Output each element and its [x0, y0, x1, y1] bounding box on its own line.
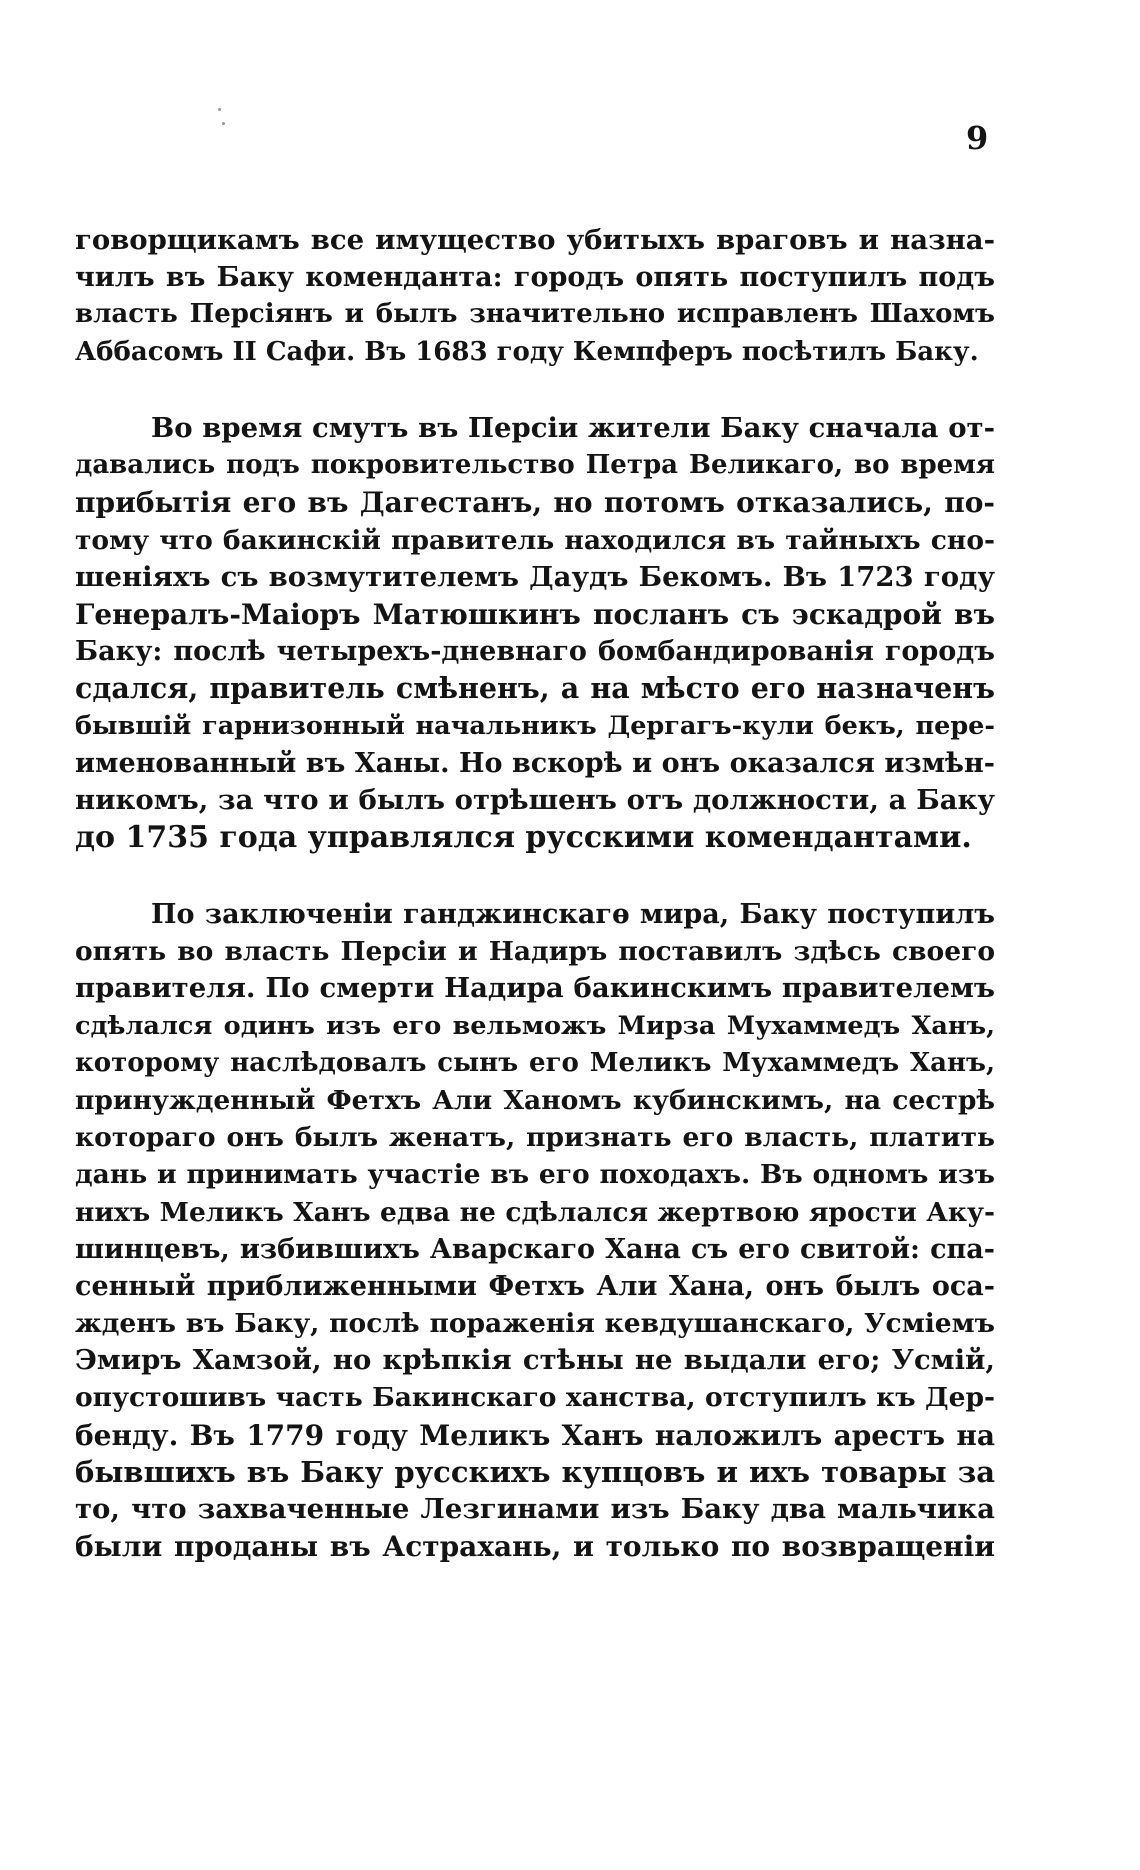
- text-line: то, что захваченные Лезгинами изъ Баку два мальчика: [75, 1493, 995, 1525]
- text-line: говорщикамъ все имущество убитыхъ враговъ и назна-: [75, 224, 995, 256]
- text-line: Во время смутъ въ Персіи жители Баку сначала от-: [151, 412, 995, 444]
- text-line: давались подъ покровительство Петра Великаго, во время: [75, 450, 995, 481]
- text-line: правителя. По смерти Надира бакинскимъ правителемъ: [75, 972, 995, 1005]
- text-line: сенный приближенными Фетхъ Али Хана, онъ былъ оса-: [75, 1270, 995, 1302]
- text-line: были проданы въ Астрахань, и только по возвращеніи: [75, 1530, 995, 1564]
- text-line: опять во власть Персіи и Надиръ поставилъ здѣсь своего: [75, 936, 995, 968]
- text-line: принужденный Фетхъ Али Ханомъ кубинскимъ, на сестрѣ: [75, 1084, 995, 1116]
- text-line: шеніяхъ съ возмутителемъ Даудъ Бекомъ. Въ 1723 году: [75, 560, 995, 593]
- page-number: 9: [966, 119, 989, 157]
- text-line: до 1735 года управлялся русскими комендантами.: [75, 820, 972, 856]
- text-line: котораго онъ былъ женатъ, признать его власть, платить: [75, 1122, 995, 1154]
- paragraph-2: [75, 410, 995, 856]
- text-line: власть Персіянъ и былъ значительно исправленъ Шахомъ: [75, 299, 995, 330]
- text-line: именованный въ Ханы. Но вскорѣ и онъ оказался измѣн-: [75, 747, 995, 779]
- paragraph-1: [75, 222, 995, 371]
- text-line: бывшихъ въ Баку русскихъ купцовъ и ихъ товары за: [75, 1454, 995, 1489]
- text-line: Эмиръ Хамзой, но крѣпкія стѣны не выдали его; Усмій,: [75, 1344, 995, 1377]
- text-line: бенду. Въ 1779 году Меликъ Ханъ наложилъ арестъ на: [75, 1418, 995, 1452]
- text-line: По заключеніи ганджинскагѳ мира, Баку поступилъ: [151, 899, 995, 930]
- text-line: сдѣлался одинъ изъ его вельможъ Мирза Мухаммедъ Ханъ,: [75, 1010, 995, 1041]
- text-line: которому наслѣдовалъ сынъ его Меликъ Мухаммедъ Ханъ,: [75, 1047, 995, 1078]
- text-line: чилъ въ Баку коменданта: городъ опять поступилъ подъ: [75, 262, 995, 294]
- text-line: тому что бакинскій правитель находился въ тайныхъ сно-: [75, 524, 995, 556]
- text-line: прибытія его въ Дагестанъ, но потомъ отказались, по-: [75, 486, 995, 520]
- text-line: Баку: послѣ четырехъ-дневнаго бомбандированія городъ: [75, 636, 995, 668]
- text-line: бывшій гарнизонный начальникъ Дергагъ-кули бекъ, пере-: [75, 710, 995, 741]
- text-line: Генералъ-Маіоръ Матюшкинъ посланъ съ эскадрой въ: [75, 597, 995, 631]
- scan-speck: [218, 108, 221, 111]
- paragraph-3: [75, 896, 995, 1565]
- text-line: Аббасомъ II Сафи. Въ 1683 году Кемпферъ посѣтилъ Баку.: [75, 336, 979, 367]
- text-line: никомъ, за что и былъ отрѣшенъ отъ должности, а Баку: [75, 783, 995, 816]
- text-line: сдался, правитель смѣненъ, а на мѣсто его назначенъ: [75, 671, 995, 706]
- text-line: жденъ въ Баку, послѣ пораженія кевдушанскаго, Усміемъ: [75, 1308, 995, 1340]
- text-line: дань и принимать участіе въ его походахъ. Въ одномъ изъ: [75, 1159, 995, 1191]
- text-line: шинцевъ, избившихъ Аварскаго Хана съ его свитой: спа-: [75, 1233, 995, 1265]
- scan-speck: [222, 122, 225, 125]
- text-line: опустошивъ часть Бакинскаго ханства, отступилъ къ Дер-: [75, 1382, 995, 1414]
- text-line: нихъ Меликъ Ханъ едва не сдѣлался жертвою ярости Аку-: [75, 1196, 995, 1228]
